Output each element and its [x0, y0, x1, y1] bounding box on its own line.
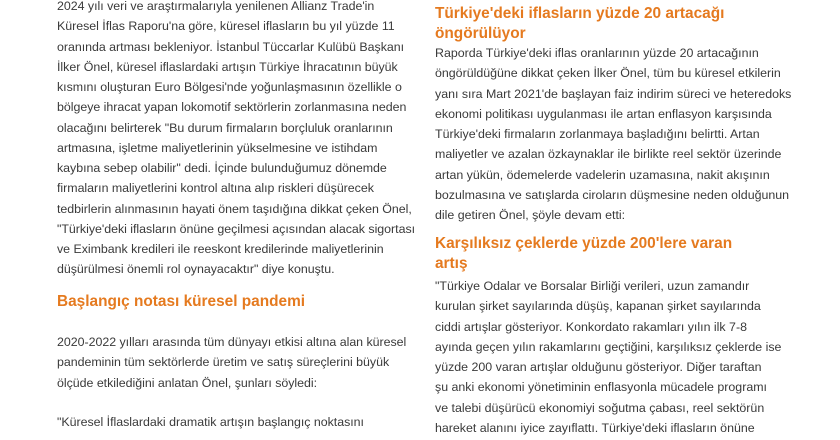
- left-paragraph-2: [57, 332, 406, 393]
- text-line: Küresel İflas Raporu'na göre, küresel iflasların bu yıl yüzde 11: [57, 19, 395, 34]
- text-line: düşürülmesi önemli rol oynayacaktır" diye konuştu.: [57, 262, 335, 277]
- text-line: öngörüldüğüne dikkat çeken İlker Önel, tüm bu küresel etkilerin: [435, 66, 781, 81]
- heading-text: Türkiye'deki iflasların yüzde 20 artacağı: [435, 5, 725, 22]
- text-line: hareket alanını iyice zayıflattı. Türkiye'deki iflasların önüne: [435, 420, 755, 435]
- heading-text: Karşılıksız çeklerde yüzde 200'lere varan: [435, 235, 733, 252]
- text-line: şu anki ekonomi yönetiminin enflasyonla mücadele programı: [435, 380, 767, 395]
- section-heading-bounced-cheques: [435, 234, 732, 274]
- heading-text: öngörülüyor: [435, 25, 526, 42]
- text-line: ve talebi düşürücü ekonomiyi soğutma çabası, reel sektörün: [435, 400, 765, 415]
- text-line: ekonomi politikası uygulanması ile artan enflasyon karşısında: [435, 106, 772, 121]
- heading-text: artış: [435, 255, 468, 272]
- right-paragraph-2: [435, 276, 781, 438]
- text-line: dile getiren Önel, şöyle devam etti:: [435, 208, 626, 222]
- text-line: bozulmasına ve satışlarda ciroların düşmesine neden olduğunun: [435, 187, 790, 202]
- text-line: bölgeye ihracat yapan lokomotif sektörlerin zorlanmasına neden: [57, 100, 407, 115]
- text-line: ve Eximbank kredileri ile reeskont kredilerinde maliyetlerinin: [57, 242, 384, 256]
- text-line: artmasına, işletme maliyetlerinin yükselmesine ve istihdam: [57, 140, 378, 155]
- text-line: ciddi artışlar gösteriyor. Konkordato rakamları yılın ilk 7-8: [435, 319, 747, 334]
- text-line: kısmını oluşturan Euro Bölgesi'nde yoğunlaşmasının özellikle o: [57, 80, 402, 94]
- text-line: yüzde 200 varan artışlar olduğunu gösteriyor. Diğer taraftan: [435, 360, 762, 374]
- text-line: yanı sıra Mart 2021'de başlayan faiz indirim süreci ve heteredoks: [435, 86, 792, 101]
- text-line: tedbirlerin alınmasının hayati önem taşıdığına dikkat çeken Önel,: [57, 201, 412, 216]
- text-line: "Türkiye'deki iflasların önüne geçilmesi açısından alacak sigortası: [57, 221, 416, 236]
- heading-text: Başlangıç notası küresel pandemi: [57, 293, 306, 310]
- right-paragraph-1: [435, 43, 791, 225]
- text-line: "Türkiye Odalar ve Borsalar Birliği verileri, uzun zamandır: [435, 279, 750, 293]
- text-line: Türkiye'deki firmaların zorlanmaya başladığını belirtti. Artan: [435, 127, 760, 141]
- text-line: artan yükün, ödemelerde vadelerin uzamasına, nakit akışının: [435, 167, 770, 182]
- text-line: 2020-2022 yılları arasında tüm dünyayı etkisi altına alan küresel: [57, 335, 407, 349]
- section-heading-turkey-bankruptcies: [435, 4, 724, 44]
- text-line: kaybına sebep olabilir" dedi. İçinde bulunduğumuz dönemde: [57, 161, 387, 175]
- text-line: ayında geçen yılın rakamlarını geçtiğini, karşılıksız çeklerde ise: [435, 339, 782, 354]
- text-line: "Küresel İflaslardaki dramatik artışın başlangıç noktasını: [57, 415, 364, 429]
- section-heading-pandemic: [57, 292, 305, 312]
- left-paragraph-1: [57, 0, 415, 280]
- left-paragraph-3: [57, 412, 364, 432]
- text-line: pandeminin tüm sektörlerde üretim ve satış süreçlerini büyük: [57, 355, 390, 370]
- text-line: maliyetler ve azalan özkaynaklar ile birlikte reel sektör üzerinde: [435, 147, 782, 162]
- text-line: firmaların maliyetlerini kontrol altına alıp riskleri düşürecek: [57, 181, 374, 196]
- text-line: ölçüde etkilediğini anlatan Önel, şunları söyledi:: [57, 375, 318, 390]
- text-line: İlker Önel, küresel iflaslardaki artışın Türkiye İhracatının büyük: [57, 59, 398, 74]
- text-line: olacağını belirterek "Bu durum firmaların borçluluk oranlarının: [57, 120, 393, 135]
- text-line: 2024 yılı veri ve araştırmalarıyla yenilenen Allianz Trade'in: [57, 0, 375, 13]
- text-line: kurulan şirket sayılarında düşüş, kapanan şirket sayılarında: [435, 299, 761, 314]
- text-line: Raporda Türkiye'deki iflas oranlarının yüzde 20 artacağının: [435, 46, 759, 60]
- text-line: oranında artması bekleniyor. İstanbul Tüccarlar Kulübü Başkanı: [57, 39, 405, 54]
